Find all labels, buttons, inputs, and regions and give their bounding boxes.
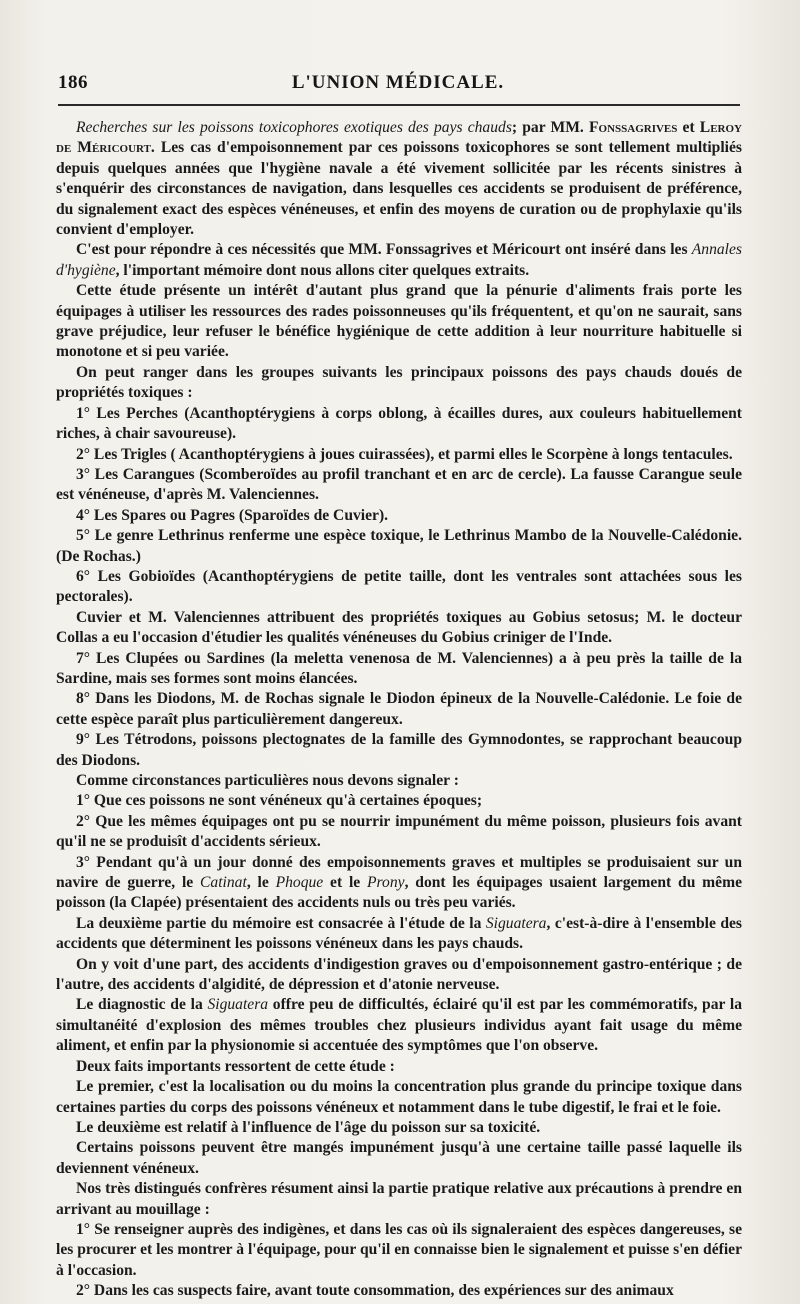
text-segment: On peut ranger dans les groupes suivants les principaux poissons des pays chauds doués de propriétés toxiques : (56, 363, 742, 402)
paragraph-p22 (56, 1057, 742, 1077)
text-segment: et le (323, 874, 368, 892)
paragraph-p10 (56, 567, 742, 608)
text-segment: ; par MM. (511, 119, 589, 136)
text-segment: Cette étude présente un intérêt d'autant plus grand que la pénurie d'aliments frais porte les équipages à utiliser les ressources des rades poissonneuses qu'ils fréquentent, et qu'on ne saurait, sans grave préjudice, leur refuser le bénéfice hygiénique de cette addition à leur nourriture habituelle si monotone et si peu variée. (56, 282, 742, 361)
text-segment: Cuvier et M. Valenciennes attribuent des propriétés toxiques au Gobius setosus; M. le docteur Collas a eu l'occasion d'étudier les qualités vénéneuses du Gobius criniger de l'Inde. (56, 608, 742, 647)
text-segment: Certains poissons peuvent être mangés impunément jusqu'à une certaine taille passé laquelle ils deviennent vénéneux. (56, 1139, 742, 1177)
paragraph-p26 (56, 1179, 742, 1220)
text-segment: Fonssagrives (588, 119, 678, 136)
text-segment: 2° Que les mêmes équipages ont pu se nourrir impunément du même poisson, plusieurs fois avant qu'il ne se produisît d'accidents sérieux. (56, 812, 742, 851)
text-segment: Annales d'hygiène (56, 241, 742, 279)
paragraph-p09 (56, 526, 742, 567)
paragraph-p11 (56, 608, 742, 649)
paragraph-p07 (56, 465, 742, 506)
text-segment: Le diagnostic de la (76, 996, 208, 1014)
text-segment: 4° Les Spares ou Pagres (Sparoïdes de Cuvier). (76, 506, 389, 524)
text-segment: 5° Le genre Lethrinus renferme une espèce toxique, le Lethrinus Mambo de la Nouvelle-Calédonie. (De Rochas.) (56, 527, 742, 565)
text-segment: C'est pour répondre à ces nécessités que MM. Fonssagrives et Méricourt ont inséré dans les (76, 241, 692, 259)
text-segment: 1° Se renseigner auprès des indigènes, et dans les cas où ils signaleraient des espèces dangereuses, se les procurer et les montrer à l'équipage, pour qu'il en connaisse bien le signalement et puisse s'en défier à l'occasion. (56, 1220, 742, 1279)
text-segment: Phoque (275, 874, 324, 892)
paragraph-p02 (56, 240, 742, 281)
text-segment: 3° Les Carangues (Scomberoïdes au profil tranchant et en arc de cercle). La fausse Carangue seule est vénéneuse, d'après M. Valenciennes. (56, 465, 742, 504)
text-segment: . Les cas d'empoisonnement par ces poissons toxicophores se sont tellement multipliés depuis quelques années que l'hygiène navale a été vivement sollicitée par les récents sinistres à s'enquérir des circonstances de navigation, dans lesquelles ces accidents se produisent de préférence, du signalement exact des espèces vénéneuses, et enfin des moyens de curation ou de prophylaxie qu'ils convient d'employer. (56, 139, 743, 239)
text-segment: Siguatera (207, 996, 269, 1014)
text-segment: , dont les équipages usaient largement du même poisson (la Clapée) présentaient des accidents nuls ou très peu variés. (56, 874, 742, 912)
page-number: 186 (58, 72, 88, 93)
header-rule (58, 104, 740, 106)
text-segment: Catinat (200, 874, 247, 892)
paragraph-p04 (56, 363, 742, 404)
paragraph-p15 (56, 771, 742, 791)
paragraph-p01 (56, 118, 742, 240)
paragraph-p28 (56, 1281, 742, 1301)
text-segment: Comme circonstances particulières nous devons signaler : (76, 772, 459, 789)
text-segment: offre peu de difficultés, éclairé qu'il est par les commémoratifs, par la simultanéité d'explosion des mêmes troubles chez plusieurs individus ayant fait usage du même aliment, et enfin par la physionomie si accentuée des symptômes que l'on observe. (56, 996, 742, 1055)
paragraph-p06 (56, 445, 742, 465)
paragraph-p27 (56, 1220, 742, 1281)
paragraph-p20 (56, 955, 742, 996)
paragraph-p21 (56, 995, 742, 1056)
paragraph-p18 (56, 853, 742, 914)
text-segment: Deux faits importants ressortent de cette étude : (76, 1057, 395, 1075)
paragraph-p13 (56, 689, 742, 730)
paragraph-p05 (56, 404, 742, 445)
text-segment: Prony (367, 874, 405, 892)
text-segment: Leroy de Méricourt (56, 119, 742, 157)
text-segment: 1° Les Perches (Acanthoptérygiens à corps oblong, à écailles dures, aux couleurs habituellement riches, à chair savoureuse). (56, 404, 742, 443)
text-segment: 2° Dans les cas suspects faire, avant toute consommation, des expériences sur des animaux (76, 1282, 674, 1300)
page-header (58, 72, 738, 98)
text-segment: On y voit d'une part, des accidents d'indigestion graves ou d'empoisonnement gastro-entérique ; de l'autre, des accidents d'algidité, de dépression et d'atonie nerveuse. (56, 955, 742, 994)
paragraph-p12 (56, 649, 742, 690)
text-segment: , l'important mémoire dont nous allons citer quelques extraits. (115, 261, 530, 279)
text-segment: Le premier, c'est la localisation ou du moins la concentration plus grande du principe toxique dans certaines parties du corps des poissons vénéneux et notamment dans le tube digestif, le frai et le foie. (56, 1078, 742, 1116)
text-segment: Recherches sur les poissons toxicophores exotiques des pays chauds (76, 119, 512, 136)
article-body (56, 118, 742, 1302)
running-title: L'UNION MÉDICALE. (291, 72, 505, 93)
paragraph-p19 (56, 914, 742, 955)
text-segment: 2° Les Trigles ( Acanthoptérygiens à joues cuirassées), et parmi elles le Scorpène à longs tentacules. (76, 445, 733, 463)
text-segment: La deuxième partie du mémoire est consacrée à l'étude de la (76, 914, 486, 932)
text-segment: , c'est-à-dire à l'ensemble des accidents que déterminent les poissons vénéneux dans les pays chauds. (56, 914, 742, 953)
paragraph-p24 (56, 1118, 742, 1138)
paragraph-p16 (56, 791, 742, 811)
paragraph-p23 (56, 1077, 742, 1118)
text-segment: Le deuxième est relatif à l'influence de l'âge du poisson sur sa toxicité. (76, 1118, 541, 1136)
text-segment: 9° Les Tétrodons, poissons plectognates de la famille des Gymnodontes, se rapprochant beaucoup des Diodons. (56, 731, 742, 769)
text-segment: Siguatera (485, 914, 547, 932)
text-segment: Nos très distingués confrères résument ainsi la partie pratique relative aux précautions à prendre en arrivant au mouillage : (56, 1180, 742, 1218)
text-segment: 8° Dans les Diodons, M. de Rochas signale le Diodon épineux de la Nouvelle-Calédonie. Le foie de cette espèce paraît plus particulièrement dangereux. (56, 690, 742, 728)
text-segment: , le (246, 874, 276, 892)
text-segment: 3° Pendant qu'à un jour donné des empoisonnements graves et multiples se produisaient sur un navire de guerre, le (56, 853, 742, 892)
text-segment: 7° Les Clupées ou Sardines (la meletta venenosa de M. Valenciennes) a à peu près la taille de la Sardine, mais ses formes sont moins élancées. (56, 649, 742, 687)
text-segment: et (677, 119, 700, 136)
text-segment: 1° Que ces poissons ne sont vénéneux qu'à certaines époques; (76, 792, 483, 810)
paragraph-p14 (56, 730, 742, 771)
paragraph-p08 (56, 506, 742, 526)
paragraph-p25 (56, 1138, 742, 1179)
paragraph-p03 (56, 281, 742, 363)
text-segment: 6° Les Gobioïdes (Acanthoptérygiens de petite taille, dont les ventrales sont attachées sous les pectorales). (56, 567, 742, 606)
paragraph-p17 (56, 812, 742, 853)
